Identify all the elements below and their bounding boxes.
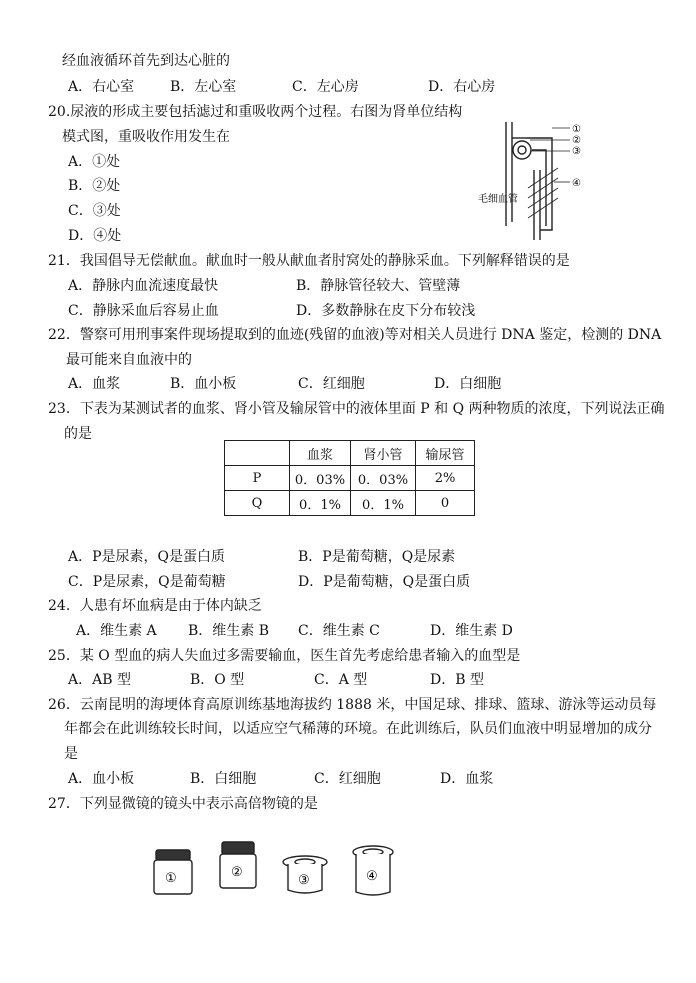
- table-cell: P: [225, 466, 290, 491]
- table-header-cell: 肾小管: [351, 441, 416, 466]
- table-cell: 0．1%: [290, 491, 351, 516]
- q25-option-b: B．O 型: [190, 672, 245, 688]
- q19-stem: 经血液循环首先到达心脏的: [62, 53, 230, 69]
- q25-option-d: D．B 型: [430, 672, 484, 688]
- q23-stem-line2: 的是: [64, 426, 92, 442]
- q24-option-a: A．维生素 A: [76, 623, 157, 639]
- q20-option-d: D．④处: [68, 228, 122, 244]
- q19-option-c: C．左心房: [292, 79, 359, 95]
- diagram-label-3: ③: [572, 146, 581, 157]
- q20-option-c: C．③处: [68, 203, 121, 219]
- table-cell: 0．03%: [290, 466, 351, 491]
- diagram-label-1: ①: [572, 124, 581, 135]
- q22-stem-line2: 最可能来自血液中的: [66, 352, 192, 368]
- q20-stem-line1: 20.尿液的形成主要包括滤过和重吸收两个过程。右图为肾单位结构: [48, 104, 463, 120]
- q22-option-d: D．白细胞: [434, 376, 502, 392]
- table-header-cell: 输尿管: [416, 441, 475, 466]
- q19-option-d: D．右心房: [428, 79, 496, 95]
- table-row: [225, 491, 475, 516]
- table-cell: 0．1%: [351, 491, 416, 516]
- q24-option-b: B．维生素 B: [188, 623, 270, 639]
- q22-stem-line1: 22．警察可用刑事案件现场提取到的血迹(残留的血液)等对相关人员进行 DNA 鉴定，检测的 DNA: [48, 327, 662, 343]
- q22-option-a: A．血浆: [68, 376, 121, 392]
- diagram-caption: 毛细血管: [478, 194, 518, 205]
- diagram-label-4: ④: [572, 178, 581, 189]
- q20-option-b: B．②处: [68, 178, 121, 194]
- table-cell: 0: [416, 491, 475, 516]
- q25-option-c: C．A 型: [314, 672, 368, 688]
- table-row: [225, 466, 475, 491]
- q19-option-a: A．右心室: [68, 79, 135, 95]
- q26-option-a: A．血小板: [68, 771, 135, 787]
- q23-option-c: C．P是尿素，Q是葡萄糖: [68, 574, 226, 590]
- q26-stem-line2: 年都会在此训练较长时间，以适应空气稀薄的环境。在此训练后，队员们血液中明显增加的成分: [64, 721, 652, 737]
- q26-option-b: B．白细胞: [190, 771, 257, 787]
- q19-option-b: B．左心室: [170, 79, 237, 95]
- q25-stem: 25．某 O 型血的病人失血过多需要输血，医生首先考虑给患者输入的血型是: [48, 648, 521, 664]
- lens-label-1: ①: [165, 871, 177, 886]
- q20-option-a: A．①处: [68, 154, 121, 170]
- q27-stem: 27．下列显微镜的镜头中表示高倍物镜的是: [48, 796, 318, 812]
- table-cell: Q: [225, 491, 290, 516]
- q23-option-a: A．P是尿素，Q是蛋白质: [68, 549, 226, 565]
- lens-label-2: ②: [231, 865, 243, 880]
- table-cell: 0．03%: [351, 466, 416, 491]
- q22-option-b: B．血小板: [170, 376, 237, 392]
- q23-stem-line1: 23．下表为某测试者的血浆、肾小管及输尿管中的液体里面 P 和 Q 两种物质的浓度，下列说法正确: [48, 401, 665, 417]
- q26-option-d: D．血浆: [440, 771, 494, 787]
- objective-lenses-figure: [150, 838, 400, 898]
- q21-option-a: A．静脉内血流速度最快: [68, 278, 219, 294]
- q21-option-b: B．静脉管径较大、管壁薄: [296, 278, 461, 294]
- q26-stem-line3: 是: [64, 746, 78, 762]
- q22-option-c: C．红细胞: [298, 376, 365, 392]
- diagram-label-2: ②: [572, 135, 581, 146]
- lens-label-3: ③: [298, 873, 310, 888]
- q23-option-d: D．P是葡萄糖，Q是蛋白质: [298, 574, 471, 590]
- q24-stem: 24．人患有坏血病是由于体内缺乏: [48, 598, 262, 614]
- q26-option-c: C．红细胞: [314, 771, 381, 787]
- q20-stem-line2: 模式图，重吸收作用发生在: [62, 129, 230, 145]
- q24-option-d: D．维生素 D: [430, 623, 513, 639]
- nephron-diagram: [478, 118, 581, 240]
- table-header-row: [225, 441, 475, 466]
- q25-option-a: A．AB 型: [68, 672, 131, 688]
- q26-stem-line1: 26．云南昆明的海埂体育高原训练基地海拔约 1888 米，中国足球、排球、篮球、游泳等运动员每: [48, 697, 657, 713]
- table-cell: 2%: [416, 466, 475, 491]
- q21-option-c: C．静脉采血后容易止血: [68, 303, 219, 319]
- lens-label-4: ④: [366, 869, 378, 884]
- q23-option-b: B．P是葡萄糖，Q是尿素: [298, 549, 456, 565]
- q24-option-c: C．维生素 C: [298, 623, 380, 639]
- concentration-table: [224, 440, 475, 516]
- table-header-cell: [225, 441, 290, 466]
- q21-option-d: D．多数静脉在皮下分布较浅: [296, 303, 476, 319]
- q21-stem: 21．我国倡导无偿献血。献血时一般从献血者肘窝处的静脉采血。下列解释错误的是: [48, 253, 570, 269]
- table-header-cell: 血浆: [290, 441, 351, 466]
